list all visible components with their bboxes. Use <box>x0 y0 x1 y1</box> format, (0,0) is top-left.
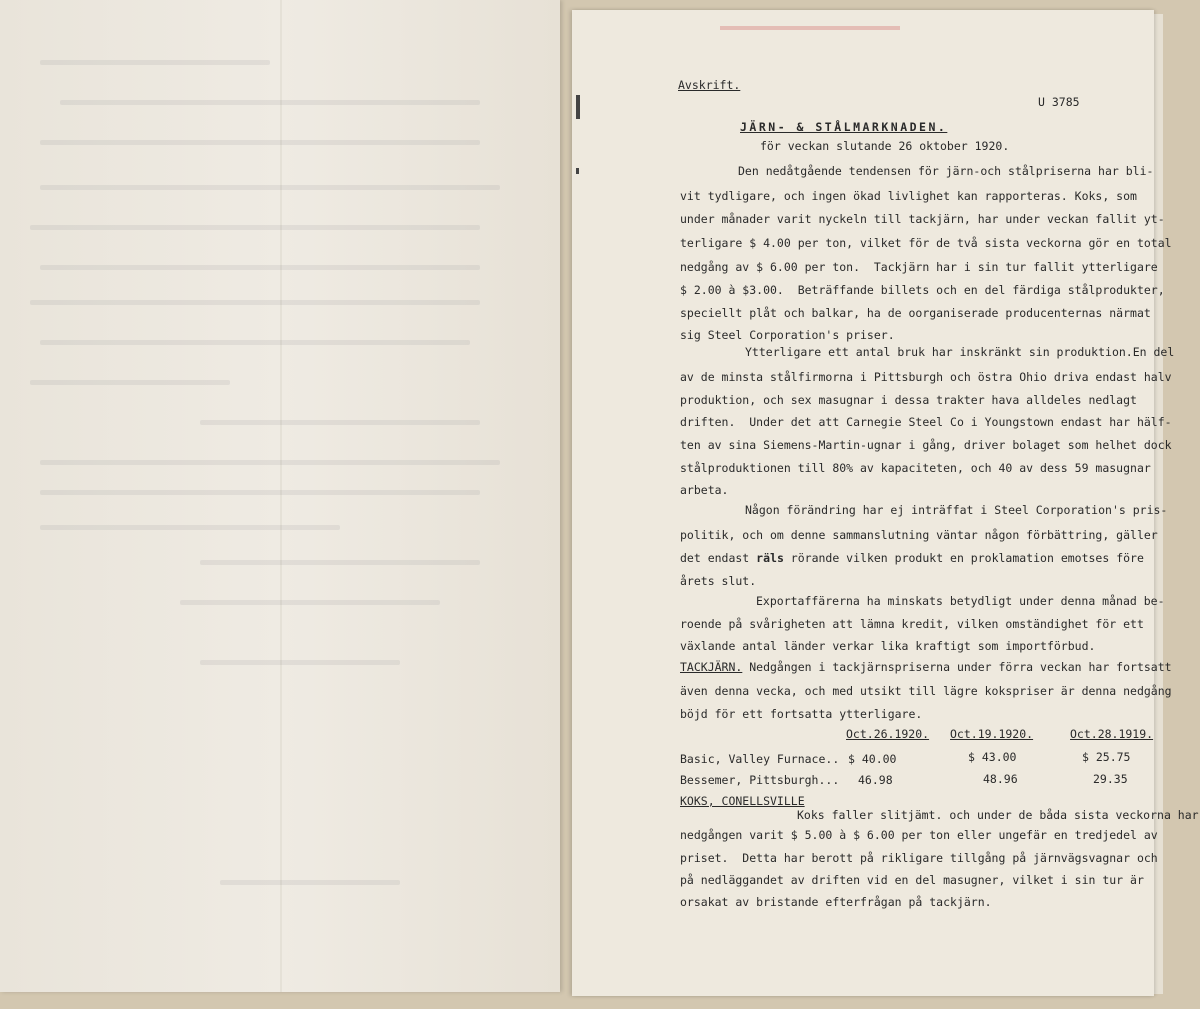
text-line: under månader varit nyckeln till tackjärn, har under veckan fallit yt- <box>680 212 1165 226</box>
bleed-through-line <box>40 60 270 65</box>
staple <box>576 168 579 174</box>
bleed-through-line <box>200 420 480 425</box>
text-fragment: rörande vilken produkt en proklamation emotses före <box>783 551 1144 565</box>
text-line <box>680 553 1144 565</box>
text-line: politik, och om denne sammanslutning väntar någon förbättring, gäller <box>680 528 1158 542</box>
text-fragment: det endast <box>680 551 757 565</box>
text-line <box>680 662 1172 674</box>
bleed-through-line <box>40 460 500 465</box>
red-ink-marks <box>720 26 900 30</box>
table-cell: 29.35 <box>1093 772 1128 786</box>
document-title: JÄRN- & STÅLMARKNADEN. <box>740 120 948 134</box>
bleed-through-line <box>40 340 470 345</box>
text-line: ten av sina Siemens-Martin-ugnar i gång, driver bolaget som helhet dock <box>680 438 1172 452</box>
text-line: vit tydligare, och ingen ökad livlighet kan rapporteras. Koks, som <box>680 189 1137 203</box>
text-line: priset. Detta har berott på rikligare tillgång på järnvägsvagnar och <box>680 851 1158 865</box>
reference-number: U 3785 <box>1038 95 1080 109</box>
bleed-through-line <box>200 560 480 565</box>
text-line: växlande antal länder verkar lika kraftigt som importförbud. <box>680 639 1096 653</box>
bleed-through-line <box>180 600 440 605</box>
bleed-through-line <box>30 225 480 230</box>
section-heading: TACKJÄRN. <box>680 660 743 674</box>
column-header: Oct.26.1920. <box>846 727 930 741</box>
text-line: speciellt plåt och balkar, ha de oorganiserade producenternas närmat <box>680 306 1151 320</box>
bleed-through-line <box>200 660 400 665</box>
text-line: böjd för ett fortsatta ytterligare. <box>680 707 923 721</box>
row-label: Basic, Valley Furnace.. <box>680 752 840 766</box>
text-line: av de minsta stålfirmorna i Pittsburgh och östra Ohio driva endast halv <box>680 370 1172 384</box>
row-label: Bessemer, Pittsburgh... <box>680 773 840 787</box>
text-line: stålproduktionen till 80% av kapaciteten, och 40 av dess 59 masugnar <box>680 461 1151 475</box>
text-line: Någon förändring har ej inträffat i Steel Corporation's pris- <box>745 503 1168 517</box>
text-line: nedgången varit $ 5.00 à $ 6.00 per ton eller ungefär en tredjedel av <box>680 828 1158 842</box>
bleed-through-line <box>30 300 480 305</box>
text-line: arbeta. <box>680 483 729 497</box>
bleed-through-line <box>40 140 480 145</box>
table-cell: 48.96 <box>983 772 1018 786</box>
text-line: roende på svårigheten att lämna kredit, vilken omständighet för ett <box>680 617 1144 631</box>
table-cell: $ 40.00 <box>848 752 897 766</box>
text-line: Koks faller slitjämt. och under de båda sista veckorna har <box>797 808 1199 822</box>
text-line: Den nedåtgående tendensen för järn-och stålpriserna har bli- <box>738 164 1154 178</box>
text-line: årets slut. <box>680 574 757 588</box>
avskrift-label: Avskrift. <box>678 78 741 92</box>
document-subtitle: för veckan slutande 26 oktober 1920. <box>760 139 1010 153</box>
bleed-through-line <box>60 100 480 105</box>
text-line: orsakat av bristande efterfrågan på tackjärn. <box>680 895 992 909</box>
left-tissue-sheet <box>0 0 560 992</box>
table-cell: $ 25.75 <box>1082 750 1131 764</box>
text-line: $ 2.00 à $3.00. Beträffande billets och en del färdiga stålprodukter, <box>680 283 1165 297</box>
text-fragment: Nedgången i tackjärnspriserna under förra veckan har fortsatt <box>742 660 1172 674</box>
paper-fold <box>280 0 282 992</box>
text-line: nedgång av $ 6.00 per ton. Tackjärn har i sin tur fallit ytterligare <box>680 260 1158 274</box>
emphasized-word: räls <box>756 551 784 565</box>
bleed-through-line <box>40 265 480 270</box>
bleed-through-line <box>220 880 400 885</box>
text-line: driften. Under det att Carnegie Steel Co i Youngstown endast har hälf- <box>680 415 1172 429</box>
column-header: Oct.19.1920. <box>950 727 1034 741</box>
table-cell: 46.98 <box>858 773 893 787</box>
staple <box>576 95 580 119</box>
text-line: produktion, och sex masugnar i dessa trakter hava alldeles nedlagt <box>680 393 1137 407</box>
text-line: Exportaffärerna ha minskats betydligt under denna månad be- <box>756 594 1165 608</box>
table-cell: $ 43.00 <box>968 750 1017 764</box>
text-line: terligare $ 4.00 per ton, vilket för de två sista veckorna gör en total <box>680 236 1172 250</box>
text-line: även denna vecka, och med utsikt till lägre kokspriser är denna nedgång <box>680 684 1172 698</box>
bleed-through-line <box>40 490 480 495</box>
text-line: Ytterligare ett antal bruk har inskränkt sin produktion.En del <box>745 345 1175 359</box>
bleed-through-line <box>30 380 230 385</box>
text-line: sig Steel Corporation's priser. <box>680 328 895 342</box>
column-header: Oct.28.1919. <box>1070 727 1154 741</box>
bleed-through-line <box>40 525 340 530</box>
section-heading: KOKS, CONELLSVILLE <box>680 794 805 808</box>
text-line: på nedläggandet av driften vid en del masugner, vilket i sin tur är <box>680 873 1144 887</box>
bleed-through-line <box>40 185 500 190</box>
